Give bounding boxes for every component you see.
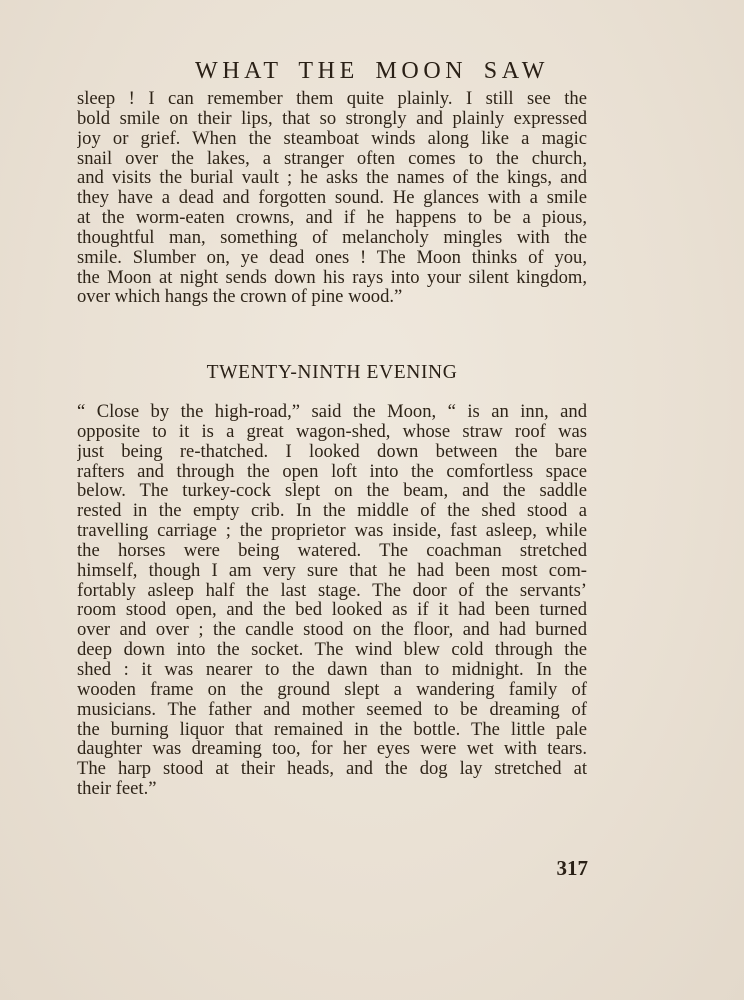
section-heading: TWENTY-NINTH EVENING	[206, 362, 458, 383]
text-line: snail over the lakes, a stranger often comes to the church,	[77, 148, 587, 169]
text-line: below. The turkey-cock slept on the beam, and the saddle	[77, 481, 587, 502]
text-line: bold smile on their lips, that so strongly and plainly expressed	[77, 108, 587, 129]
text-line: and visits the burial vault ; he asks the names of the kings, and	[77, 168, 587, 189]
text-line: room stood open, and the bed looked as if it had been turned	[77, 600, 587, 621]
text-line: the horses were being watered. The coachman stretched	[77, 540, 587, 561]
running-head-text: WHAT THE MOON SAW	[194, 58, 550, 84]
text-line: at the worm-eaten crowns, and if he happens to be a pious,	[77, 208, 587, 228]
text-line: wooden frame on the ground slept a wandering family of	[77, 679, 587, 700]
text-line: opposite to it is a great wagon-shed, whose straw roof was	[77, 421, 587, 442]
text-line: rested in the empty crib. In the middle of the shed stood a	[77, 501, 587, 522]
text-line: sleep ! I can remember them quite plainly. I still see the	[77, 89, 587, 109]
text-line: fortably asleep half the last stage. The door of the servants’	[77, 580, 587, 601]
text-line: just being re-thatched. I looked down between the bare	[77, 441, 587, 462]
paragraph-evening	[77, 402, 587, 799]
text-line: thoughtful man, something of melancholy mingles with the	[77, 227, 587, 248]
page-number: 317	[556, 856, 588, 880]
text-line: “ Close by the high-road,” said the Moon, “ is an inn, and	[77, 402, 587, 422]
text-line: daughter was dreaming too, for her eyes were wet with tears.	[77, 739, 587, 760]
text-line: himself, though I am very sure that he had been most com-	[77, 560, 587, 581]
text-line: travelling carriage ; the proprietor was inside, fast asleep, while	[77, 521, 587, 541]
text-line: deep down into the socket. The wind blew cold through the	[77, 640, 587, 660]
text-line: they have a dead and forgotten sound. He glances with a smile	[77, 188, 587, 209]
text-line: joy or grief. When the steamboat winds along like a magic	[77, 128, 587, 149]
text-line: over which hangs the crown of pine wood.”	[77, 287, 403, 308]
text-line: over and over ; the candle stood on the floor, and had burned	[77, 620, 587, 641]
running-head	[40, 58, 704, 85]
text-line: their feet.”	[77, 779, 157, 799]
text-line: musicians. The father and mother seemed to be dreaming of	[77, 699, 587, 720]
text-line: the burning liquor that remained in the bottle. The little pale	[77, 719, 587, 740]
text-line: shed : it was nearer to the dawn than to midnight. In the	[77, 659, 587, 680]
text-line: smile. Slumber on, ye dead ones ! The Moon thinks of you,	[77, 247, 587, 268]
text-line: The harp stood at their heads, and the dog lay stretched at	[77, 759, 587, 780]
paragraph-continued	[77, 89, 587, 307]
text-line: the Moon at night sends down his rays into your silent kingdom,	[77, 267, 587, 288]
text-line: rafters and through the open loft into the comfortless space	[77, 461, 587, 482]
